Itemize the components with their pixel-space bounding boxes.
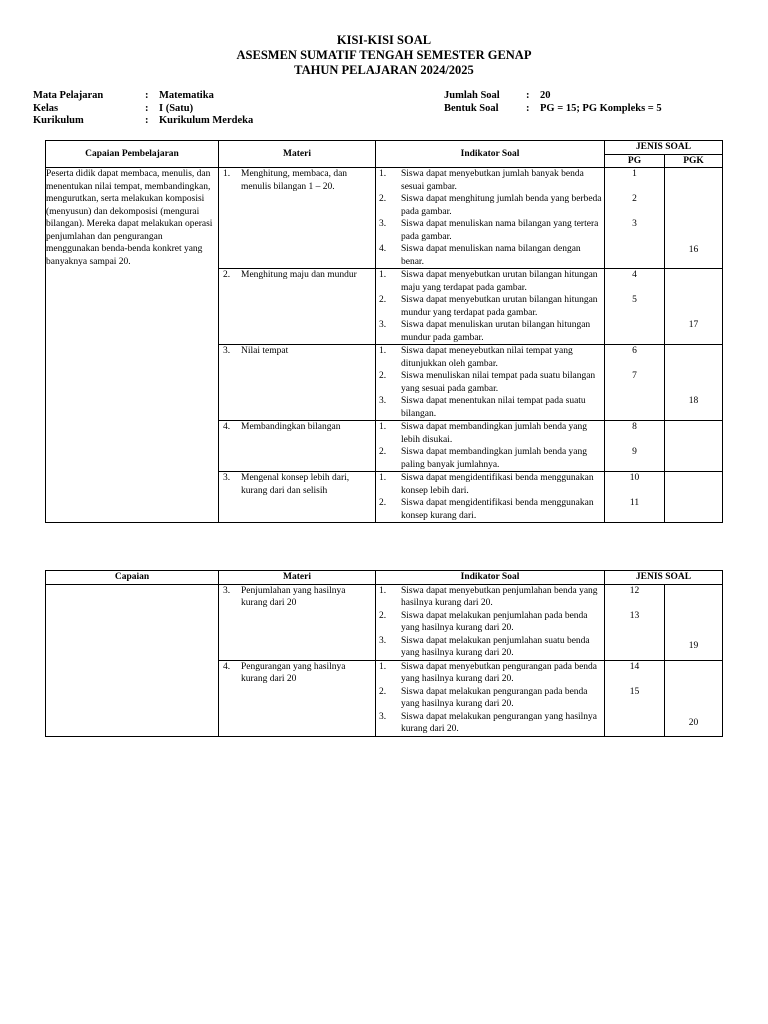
indikator-number: 4. <box>379 244 387 254</box>
list-item <box>376 635 604 660</box>
indikator-number: 3. <box>379 396 387 406</box>
list-item <box>376 661 604 686</box>
materi-cell <box>219 472 376 523</box>
pgk-number: 20 <box>688 717 699 728</box>
capaian-cell: Peserta didik dapat membaca, menulis, dan menentukan nilai tempat, membandingkan, mengurutkan, serta melakukan komposisi (menyusun) dan dekomposisi (mengurai bilangan). Mereka dapat melakukan operasi penjumlahan dan pengurangan menggunakan benda-benda konkret yang banyaknya sampai 20. <box>46 168 219 523</box>
header-indikator: Indikator Soal <box>376 141 605 168</box>
list-item <box>376 193 604 218</box>
indikator-text: Siswa dapat melakukan pengurangan yang hasilnya kurang dari 20. <box>401 711 598 734</box>
indikator-number: 3. <box>379 219 387 229</box>
pgk-number: 17 <box>688 320 699 330</box>
meta-colon: : <box>526 102 530 114</box>
pg-cell <box>605 168 665 269</box>
materi-number: 2. <box>223 270 231 280</box>
list-item <box>376 345 604 370</box>
materi-text: Penjumlahan yang hasilnya kurang dari 20 <box>241 585 346 608</box>
header-jenis-soal: JENIS SOAL <box>605 141 723 155</box>
document-title <box>0 33 768 78</box>
header-jenis-soal: JENIS SOAL <box>605 571 723 585</box>
indikator-text: Siswa dapat mengidentifikasi benda menggunakan konsep lebih dari. <box>401 473 594 496</box>
pg-cell <box>605 472 665 523</box>
indikator-number: 2. <box>379 610 387 621</box>
materi-text: Menghitung maju dan mundur <box>241 270 357 280</box>
pg-number: 5 <box>632 295 637 305</box>
header-capaian: Capaian Pembelajaran <box>46 141 219 168</box>
indikator-cell <box>376 168 605 269</box>
materi-number: 4. <box>223 661 231 672</box>
indikator-number: 2. <box>379 371 387 381</box>
meta-value: I (Satu) <box>159 102 194 114</box>
indikator-number: 1. <box>379 169 387 179</box>
indikator-number: 1. <box>379 422 387 432</box>
indikator-cell <box>376 345 605 421</box>
pgk-cell <box>665 472 723 523</box>
indikator-text: Siswa dapat melakukan penjumlahan suatu benda yang hasilnya kurang dari 20. <box>401 635 590 658</box>
pgk-cell <box>665 421 723 472</box>
pg-number: 11 <box>629 498 640 508</box>
materi-cell <box>219 660 376 736</box>
list-item <box>376 446 604 471</box>
indikator-text: Siswa dapat menyebutkan urutan bilangan hitungan maju yang terdapat pada gambar. <box>401 270 598 293</box>
materi-cell <box>219 168 376 269</box>
title-line-1: KISI-KISI SOAL <box>336 33 432 47</box>
indikator-number: 2. <box>379 498 387 508</box>
indikator-cell <box>376 660 605 736</box>
materi-text: Mengenal konsep lebih dari, kurang dari dan selisih <box>241 473 350 496</box>
meta-label: Mata Pelajaran <box>33 90 104 101</box>
header-pg: PG <box>605 154 665 168</box>
list-item <box>376 370 604 395</box>
indikator-number: 1. <box>379 585 387 596</box>
pg-cell <box>605 269 665 345</box>
meta-colon: : <box>145 115 149 126</box>
list-item <box>376 269 604 294</box>
capaian-cell <box>46 584 219 736</box>
pg-number: 15 <box>629 686 640 697</box>
list-item <box>376 218 604 243</box>
pgk-cell <box>665 168 723 269</box>
indikator-text: Siswa dapat menuliskan urutan bilangan hitungan mundur pada gambar. <box>401 320 591 343</box>
header-pgk: PGK <box>665 154 723 168</box>
materi-cell <box>219 345 376 421</box>
meta-row-count <box>444 90 662 103</box>
indikator-cell <box>376 269 605 345</box>
pg-cell <box>605 660 665 736</box>
header-capaian: Capaian <box>46 571 219 585</box>
pgk-cell <box>665 345 723 421</box>
pg-number: 14 <box>629 661 640 672</box>
indikator-text: Siswa dapat menghitung jumlah benda yang berbeda pada gambar. <box>401 194 602 217</box>
indikator-number: 3. <box>379 711 387 722</box>
title-line-3: TAHUN PELAJARAN 2024/2025 <box>294 63 474 77</box>
list-item <box>376 711 604 736</box>
list-item <box>376 395 604 420</box>
pg-cell <box>605 421 665 472</box>
indikator-text: Siswa dapat menentukan nilai tempat pada suatu bilangan. <box>401 396 586 419</box>
pg-number: 3 <box>632 219 637 229</box>
list-item <box>376 686 604 711</box>
indikator-text: Siswa dapat melakukan pengurangan pada benda yang hasilnya kurang dari 20. <box>401 686 588 709</box>
meta-value: Kurikulum Merdeka <box>159 115 254 126</box>
indikator-number: 2. <box>379 686 387 697</box>
indikator-text: Siswa dapat menyebutkan pengurangan pada benda yang hasilnya kurang dari 20. <box>401 661 598 684</box>
indikator-number: 3. <box>379 320 387 330</box>
pg-number: 7 <box>632 371 637 381</box>
pg-number: 1 <box>632 169 637 179</box>
list-item <box>376 168 604 193</box>
pg-number: 9 <box>632 447 637 457</box>
meta-value: PG = 15; PG Kompleks = 5 <box>540 102 662 114</box>
pg-number: 2 <box>632 194 637 204</box>
pg-number: 10 <box>629 473 640 483</box>
meta-value: 20 <box>540 90 551 101</box>
meta-colon: : <box>526 90 530 101</box>
indikator-text: Siswa dapat menuliskan nama bilangan yang tertera pada gambar. <box>401 219 599 242</box>
list-item <box>376 472 604 497</box>
pgk-number: 18 <box>688 396 699 406</box>
indikator-number: 2. <box>379 194 387 204</box>
indikator-text: Siswa dapat mengidentifikasi benda menggunakan konsep kurang dari. <box>401 498 594 521</box>
indikator-text: Siswa dapat menyebutkan urutan bilangan hitungan mundur yang terdapat pada gambar. <box>401 295 598 318</box>
pg-cell <box>605 584 665 660</box>
meta-row-subject <box>33 90 253 103</box>
meta-row-class <box>33 103 253 116</box>
indikator-text: Siswa dapat meneyebutkan nilai tempat yang ditunjukkan oleh gambar. <box>401 346 573 369</box>
materi-cell <box>219 584 376 660</box>
header-materi: Materi <box>219 571 376 585</box>
header-indikator: Indikator Soal <box>376 571 605 585</box>
indikator-cell <box>376 421 605 472</box>
pg-number: 4 <box>632 270 637 280</box>
indikator-text: Siswa dapat membandingkan jumlah benda yang paling banyak jumlahnya. <box>401 447 587 470</box>
indikator-text: Siswa dapat menyebutkan jumlah banyak benda sesuai gambar. <box>401 169 584 192</box>
indikator-number: 2. <box>379 295 387 305</box>
meta-label: Jumlah Soal <box>444 90 500 101</box>
list-item <box>376 421 604 446</box>
indikator-text: Siswa menuliskan nilai tempat pada suatu bilangan yang sesuai pada gambar. <box>401 371 596 394</box>
materi-number: 3. <box>223 585 231 596</box>
indikator-text: Siswa dapat membandingkan jumlah benda yang lebih disukai. <box>401 422 587 445</box>
title-line-2: ASESMEN SUMATIF TENGAH SEMESTER GENAP <box>236 48 532 62</box>
kisi-table-2 <box>45 570 723 737</box>
pg-number: 13 <box>629 610 640 621</box>
indikator-number: 1. <box>379 473 387 483</box>
materi-cell <box>219 269 376 345</box>
meta-row-curriculum <box>33 115 253 128</box>
meta-value: Matematika <box>159 90 214 101</box>
indikator-number: 1. <box>379 346 387 356</box>
kisi-table-1 <box>45 140 723 523</box>
list-item <box>376 497 604 522</box>
materi-text: Membandingkan bilangan <box>241 422 341 432</box>
meta-right <box>444 90 662 115</box>
list-item <box>376 610 604 635</box>
pgk-cell <box>665 660 723 736</box>
list-item <box>376 585 604 610</box>
meta-label: Kurikulum <box>33 115 84 126</box>
meta-label: Kelas <box>33 102 59 114</box>
materi-text: Menghitung, membaca, dan menulis bilangan 1 – 20. <box>241 169 348 192</box>
materi-number: 3. <box>223 473 231 483</box>
indikator-text: Siswa dapat menyebutkan penjumlahan benda yang hasilnya kurang dari 20. <box>401 585 598 608</box>
pg-number: 8 <box>632 422 637 432</box>
materi-text: Pengurangan yang hasilnya kurang dari 20 <box>241 661 346 684</box>
indikator-number: 1. <box>379 661 387 672</box>
pgk-cell <box>665 584 723 660</box>
indikator-number: 2. <box>379 447 387 457</box>
materi-number: 1. <box>223 169 231 179</box>
indikator-text: Siswa dapat menuliskan nama bilangan dengan benar. <box>401 244 581 267</box>
materi-cell <box>219 421 376 472</box>
list-item <box>376 294 604 319</box>
indikator-cell <box>376 584 605 660</box>
table-row <box>46 168 723 269</box>
pg-number: 12 <box>629 585 640 596</box>
table-row <box>46 584 723 660</box>
materi-number: 3. <box>223 346 231 356</box>
indikator-text: Siswa dapat melakukan penjumlahan pada benda yang hasilnya kurang dari 20. <box>401 610 588 633</box>
pgk-number: 19 <box>688 640 699 651</box>
pg-cell <box>605 345 665 421</box>
pgk-cell <box>665 269 723 345</box>
list-item <box>376 319 604 344</box>
header-materi: Materi <box>219 141 376 168</box>
meta-colon: : <box>145 102 149 114</box>
materi-number: 4. <box>223 422 231 432</box>
list-item <box>376 243 604 268</box>
meta-label: Bentuk Soal <box>444 102 499 114</box>
meta-row-form <box>444 103 662 116</box>
meta-colon: : <box>145 90 149 101</box>
pg-number: 6 <box>632 346 637 356</box>
meta-left <box>33 90 253 128</box>
indikator-number: 1. <box>379 270 387 280</box>
pgk-number: 16 <box>688 245 699 255</box>
indikator-number: 3. <box>379 635 387 646</box>
indikator-cell <box>376 472 605 523</box>
materi-text: Nilai tempat <box>241 346 289 356</box>
